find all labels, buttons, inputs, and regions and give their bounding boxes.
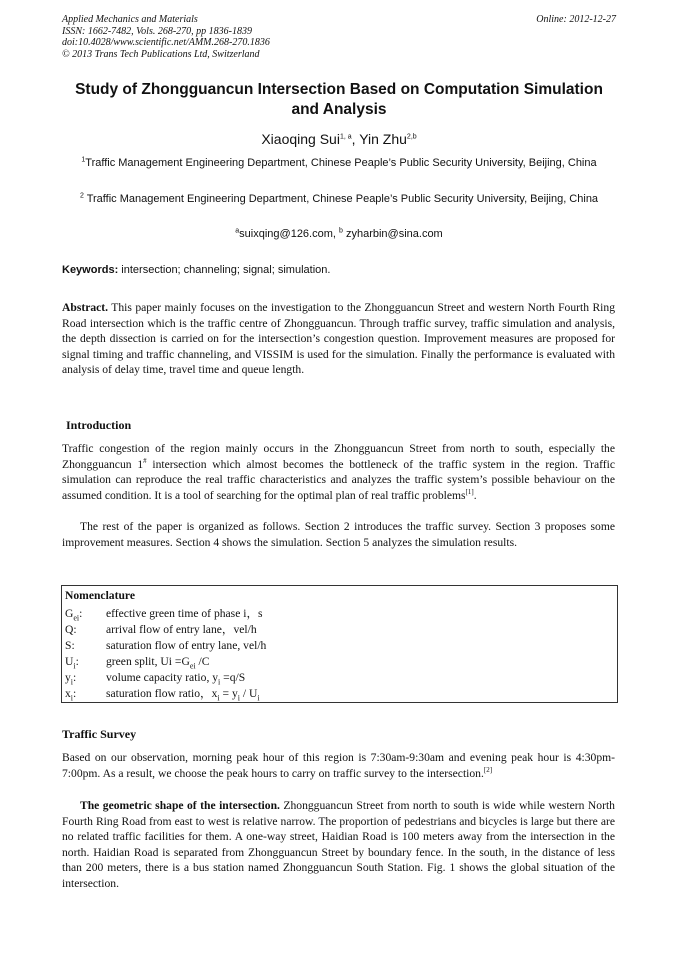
desc-sub: ei xyxy=(189,661,196,671)
nomenclature-symbol xyxy=(65,606,105,622)
author-1-sup: 1, a xyxy=(339,133,352,141)
nomenclature-description xyxy=(106,654,209,670)
symbol-base: x xyxy=(65,687,71,700)
affiliation-2 xyxy=(62,192,616,208)
symbol-sub: i xyxy=(73,661,76,671)
desc-tail: /C xyxy=(195,655,210,668)
abstract-label: Abstract. xyxy=(62,301,109,314)
desc-mid: / U xyxy=(240,687,258,700)
affiliation-1-num: 1 xyxy=(81,156,86,164)
desc-text: volume capacity ratio, y xyxy=(106,671,219,684)
survey-p1-ref[interactable]: [2] xyxy=(483,765,493,774)
author-line xyxy=(0,131,678,147)
desc-mid: = y xyxy=(219,687,238,700)
affiliation-1 xyxy=(62,156,616,172)
desc-text: saturation flow ratio，x xyxy=(106,687,218,700)
nomenclature-description xyxy=(106,670,245,686)
survey-p2-label: The geometric shape of the intersection. xyxy=(80,799,280,812)
symbol-base: S xyxy=(65,639,72,652)
symbol-base: Q xyxy=(65,623,74,636)
email-b-sup: b xyxy=(339,227,343,235)
symbol-base: y xyxy=(65,671,71,684)
online-date: Online: 2012-12-27 xyxy=(536,14,616,25)
issn-line: ISSN: 1662-7482, Vols. 268-270, pp 1836-1839 xyxy=(62,25,252,37)
symbol-base: G xyxy=(65,607,74,620)
nomenclature-description: effective green time of phase i，s xyxy=(106,607,263,620)
author-2-sup: 2,b xyxy=(406,133,417,141)
introduction-heading: Introduction xyxy=(66,418,132,432)
symbol-sub: i xyxy=(70,693,74,703)
intro-p1-sup: # xyxy=(143,456,147,465)
nomenclature-symbol xyxy=(65,638,105,654)
symbol-colon: : xyxy=(79,607,83,620)
intro-p1-end: . xyxy=(473,488,477,502)
symbol-colon: : xyxy=(73,687,77,700)
symbol-colon: : xyxy=(71,639,75,652)
nomenclature-description xyxy=(106,686,260,702)
abstract-text: This paper mainly focuses on the investigation to the Zhongguancun Street and western North Fourth Ring Road intersection which is the traffic centre of Zhongguancun. Through traffic survey, traffic simulation and analysis, the depth dissection is carried on for the intersection’s congestion question. Improvement measures are proposed for signal timing and traffic channeling, and VISSIM is used for the simulation. Finally the performance is evaluated with analysis of delay time, travel time and queue length. xyxy=(62,301,615,376)
desc-text: green split, Ui =G xyxy=(106,655,190,668)
abstract xyxy=(62,300,615,378)
email-a-sup: a xyxy=(235,227,240,235)
survey-p2-text: Zhongguancun Street from north to south is wide while western North Fourth Ring Road from east to west is relative narrow. The proportion of pedestrians and bicycles is large but there are no related traffic facilities for them. A one-way street, Haidian Road is 100 meters away from the intersection in the north. Haidian Road is separated from Zhongguancun Street by boundary fence. In the south, in the distance of less than 200 meters, there is a bus station named Zhongguancun South Station. Fig. 1 shows the global situation of the intersection. xyxy=(62,799,615,890)
keywords-text: intersection; channeling; signal; simulation. xyxy=(118,264,331,276)
copyright-line: © 2013 Trans Tech Publications Ltd, Switzerland xyxy=(62,48,260,60)
author-separator: , xyxy=(351,131,360,147)
desc-sub: i xyxy=(218,677,221,687)
nomenclature-symbol xyxy=(65,622,105,638)
desc-tail: =q/S xyxy=(220,671,246,684)
traffic-survey-heading: Traffic Survey xyxy=(62,727,137,741)
desc-sub: i xyxy=(217,693,220,703)
keywords xyxy=(62,264,330,276)
desc-sub: i xyxy=(237,693,241,703)
nomenclature-heading: Nomenclature xyxy=(65,589,135,602)
survey-paragraph-1 xyxy=(62,750,615,781)
email-b[interactable]: zyharbin@sina.com xyxy=(342,228,443,240)
symbol-sub: ei xyxy=(73,613,80,623)
keywords-label: Keywords: xyxy=(62,264,119,276)
desc-sub: i xyxy=(257,693,260,703)
intro-paragraph-1 xyxy=(62,441,615,503)
symbol-colon: : xyxy=(73,671,77,684)
survey-paragraph-2 xyxy=(62,798,615,891)
nomenclature-symbol xyxy=(65,654,105,670)
intro-p1-ref[interactable]: [1] xyxy=(465,487,474,496)
author-1-name: Xiaoqing Sui xyxy=(261,131,340,147)
survey-p1-text: Based on our observation, morning peak hour of this region is 7:30am-9:30am and evening peak hour is 4:30pm-7:00pm. As a result, we choose the peak hours to carry on traffic survey to the intersection. xyxy=(62,751,615,780)
affiliation-1-text: Traffic Management Engineering Department, Chinese Peaple’s Public Security University, Beijing, China xyxy=(85,157,597,169)
nomenclature-box xyxy=(61,585,618,703)
email-a[interactable]: suixqing@126.com, xyxy=(239,228,339,240)
nomenclature-description: arrival flow of entry lane，vel/h xyxy=(106,623,257,636)
nomenclature-symbol xyxy=(65,670,105,686)
journal-name: Applied Mechanics and Materials xyxy=(62,14,198,25)
email-line xyxy=(0,228,678,240)
affiliation-2-text: Traffic Management Engineering Department, Chinese Peaple’s Public Security University, Beijing, China xyxy=(83,193,599,205)
running-header xyxy=(62,14,616,60)
intro-p1-text-b: intersection which almost becomes the bottleneck of the traffic system in the region. Traffic simulation can reproduce the real traffic characteristics and analyzes the traffic system’s possible behaviour on the assumed condition. It is a tool of searching for the optimal plan of real traffic problems xyxy=(62,457,615,502)
nomenclature-symbol xyxy=(65,686,105,702)
symbol-colon: : xyxy=(75,655,79,668)
doi-line: doi:10.4028/www.scientific.net/AMM.268-270.1836 xyxy=(62,37,270,49)
nomenclature-description: saturation flow of entry lane, vel/h xyxy=(106,639,267,652)
symbol-sub: i xyxy=(70,677,74,687)
paper-title: Study of Zhongguancun Intersection Based on Computation Simulation and Analysis xyxy=(75,81,603,118)
intro-p1-text-a: Traffic congestion of the region mainly occurs in the Zhongguancun Street from north to south, especially the Zhongguancun 1 xyxy=(62,442,615,471)
affiliation-2-num: 2 xyxy=(79,192,84,200)
intro-paragraph-2: The rest of the paper is organized as follows. Section 2 introduces the traffic survey. Section 3 proposes some improvement measures. Section 4 shows the simulation. Section 5 analyzes the simulation results. xyxy=(62,520,615,549)
author-2-name: Yin Zhu xyxy=(359,131,407,147)
symbol-colon: : xyxy=(73,623,77,636)
symbol-base: U xyxy=(65,655,74,668)
